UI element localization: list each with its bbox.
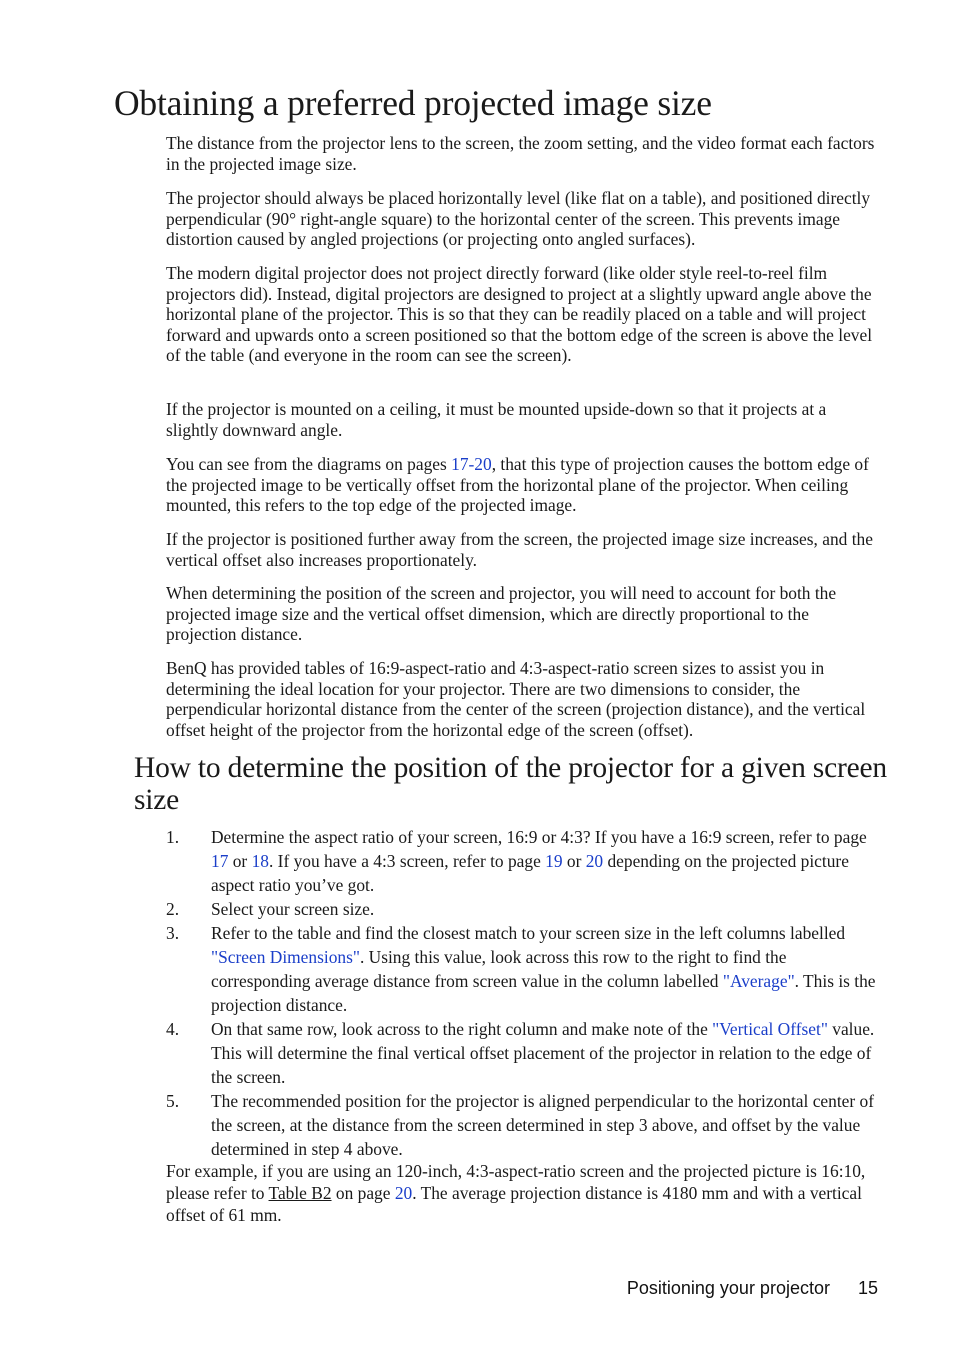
step-number: 3. [166,923,180,943]
step-number: 2. [166,899,180,919]
list-item [166,825,878,897]
text-segment: , that this type of projection causes the bottom edge of the projected image to be vertically offset from the horizontal plane of the projector. When ceiling mounted, this refers to the top edge of the projected image. [166,454,869,515]
step-number: 4. [166,1019,180,1039]
paragraph-upward-projection: The modern digital projector does not project directly forward (like older style reel-to-reel film projectors did). Instead, digital projectors are designed to project at a slightly upward angle above the horizontal plane of the projector. This is so that they can be readily placed on a table and will project forward and upwards onto a screen positioned so that the bottom edge of the screen is above the level of the table (and everyone in the room can see the screen). [166,263,873,365]
page-link-17[interactable]: 17 [211,851,229,871]
table-reference: Table B2 [268,1183,332,1203]
paragraph-distance-increase: If the projector is positioned further away from the screen, the projected image size increases, and the vertical offset also increases proportionately. [166,529,873,570]
page-number: 15 [857,1278,878,1298]
page-footer [560,1276,878,1300]
paragraph-image-size-factors: The distance from the projector lens to the screen, the zoom setting, and the video format each factors in the projected image size. [166,133,875,174]
page-link-18[interactable]: 18 [251,851,269,871]
text-segment: For example, if you are using an 120-inch, 4:3-aspect-ratio screen and the projected picture is 16:10, please refer to [166,1161,866,1203]
text-segment: Determine the aspect ratio of your screen, 16:9 or 4:3? If you have a 16:9 screen, refer to page [211,827,867,847]
page-link-20-example[interactable]: 20 [394,1183,413,1203]
list-item [166,1089,878,1161]
vertical-offset-link[interactable]: "Vertical Offset" [712,1019,828,1039]
footer-section-title: Positioning your projector [626,1278,830,1298]
page-link-20[interactable]: 20 [585,851,604,871]
text-segment: value. This will determine the final vertical offset placement of the projector in relation to the edge of the screen. [211,1019,875,1087]
paragraph-benq-tables: BenQ has provided tables of 16:9-aspect-ratio and 4:3-aspect-ratio screen sizes to assist you in determining the ideal location for your projector. There are two dimensions to consider, the perpendicular horizontal distance from the center of the screen (projection distance), and the vertical offset height of the projector from the horizontal edge of the screen (offset). [166,658,866,740]
text-segment: The recommended position for the projector is aligned perpendicular to the horizontal center of the screen, at the distance from the screen determined in step 3 above, and offset by the value determined in step 4 above. [211,1091,875,1159]
text-segment: or [562,851,586,871]
list-item [166,921,878,1017]
page-link-19[interactable]: 19 [545,851,563,871]
text-segment: You can see from the diagrams on pages [166,454,452,474]
pages-link-17-20[interactable]: 17-20 [451,454,492,474]
text-segment: on page [331,1183,395,1203]
paragraph-example [166,1160,878,1226]
list-item [166,897,878,921]
text-segment: . Using this value, look across this row to the right to find the corresponding average distance from screen value in the column labelled [211,947,787,991]
paragraph-ceiling-mount: If the projector is mounted on a ceiling, it must be mounted upside-down so that it projects at a slightly downward angle. [166,399,827,440]
screen-dimensions-link[interactable]: "Screen Dimensions" [211,947,360,967]
text-segment: . If you have a 4:3 screen, refer to page [268,851,546,871]
paragraph-level-placement: The projector should always be placed horizontally level (like flat on a table), and positioned directly perpendicular (90° right-angle square) to the horizontal center of the screen. This prevents image distortion caused by angled projections (or projecting onto angled surfaces). [166,188,871,249]
steps-list [166,825,878,1161]
text-segment: Select your screen size. [211,899,375,919]
list-item [166,1017,878,1089]
average-link[interactable]: "Average" [722,971,795,991]
text-segment: . The average projection distance is 4180 mm and with a vertical offset of 61 mm. [166,1183,862,1225]
text-segment: depending on the projected picture aspect ratio you’ve got. [211,851,849,895]
step-number: 5. [166,1091,180,1111]
paragraph-vertical-offset [166,454,878,516]
text-segment: . This is the projection distance. [211,971,876,1015]
page-heading: Obtaining a preferred projected image size [114,83,712,123]
text-segment: Refer to the table and find the closest match to your screen size in the left columns labelled [211,923,846,943]
text-segment: On that same row, look across to the right column and make note of the [211,1019,713,1039]
text-segment: or [228,851,252,871]
paragraph-positioning-account: When determining the position of the screen and projector, you will need to account for both the projected image size and the vertical offset dimension, which are directly proportional to the projection distance. [166,583,837,644]
section-heading: How to determine the position of the projector for a given screen size [134,752,887,816]
step-number: 1. [166,827,180,847]
